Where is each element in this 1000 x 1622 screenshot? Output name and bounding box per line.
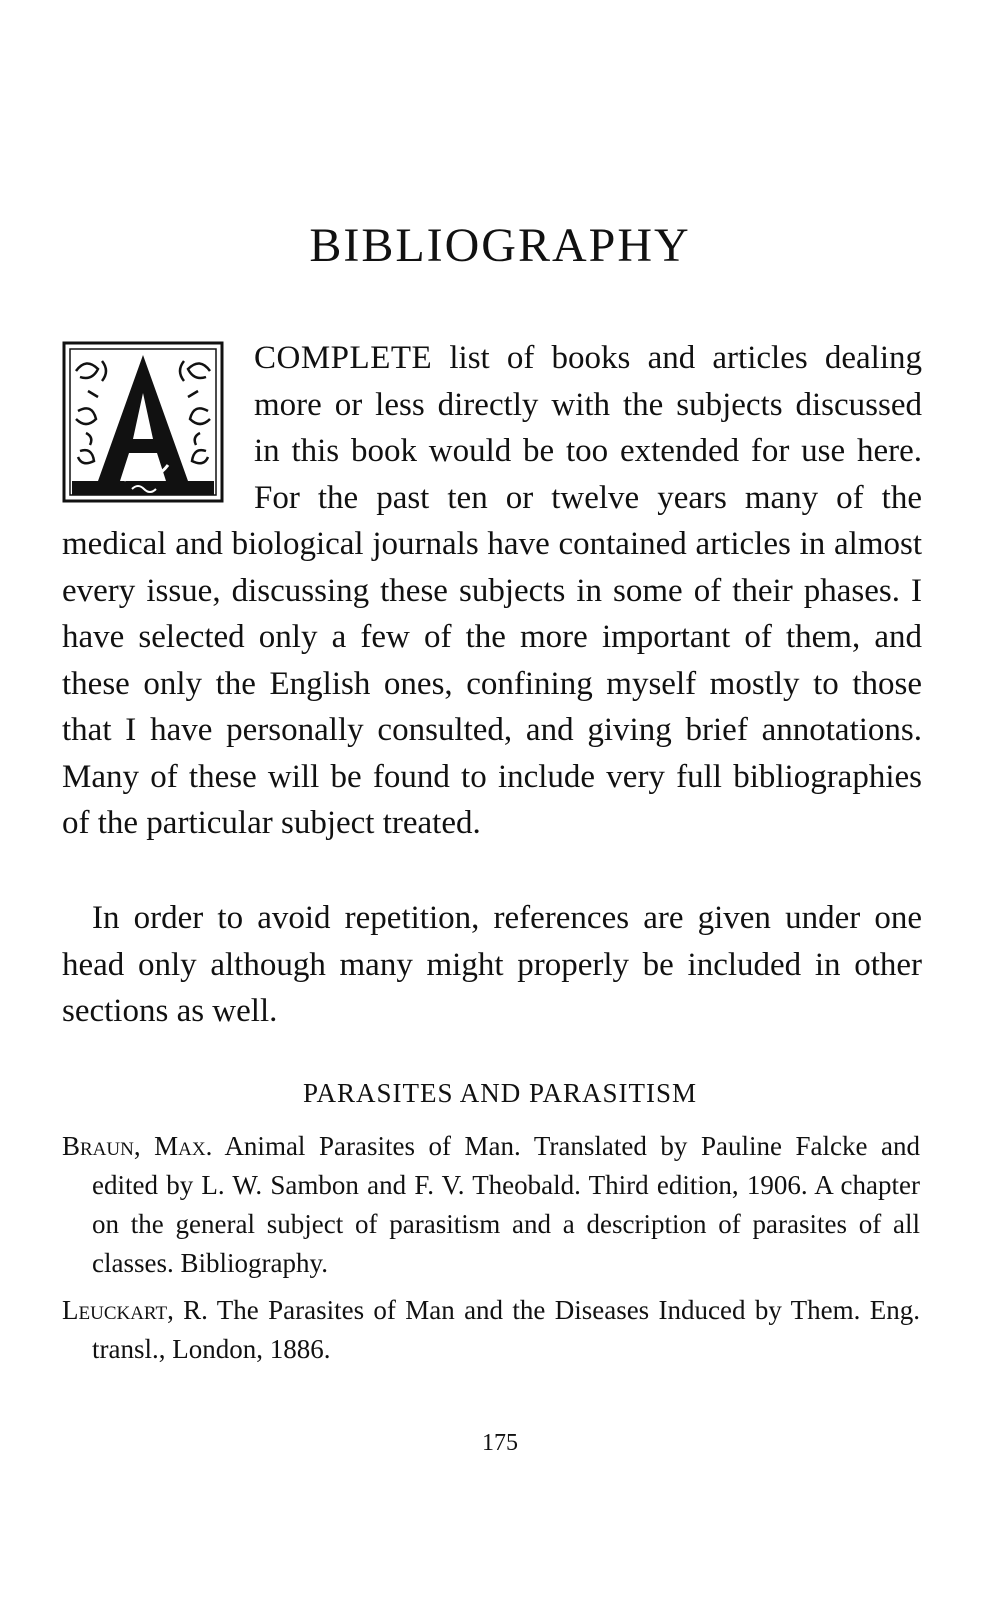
page-title: BIBLIOGRAPHY [309,219,691,272]
intro-first-word: COMPLETE [254,340,433,376]
intro-text: list of books and articles dealing more or less directly with the subjects discussed in this book would be too extended for use here. For the past ten or twelve years many of the medical and biological journals have contained articles in almost every issue, discussing these subjects in some of their phases. I have selected only a few of the more important of them, and these only the English ones, confining myself mostly to those that I have personally consulted, and giving brief annotations. Many of these will be found to include very full bibliographies of the particular subject treated. [62,340,922,841]
dropcap-ornament-icon [62,341,224,503]
entry-author: Leuckart, R. [62,1295,208,1325]
bibliography-entry [62,1291,920,1369]
bibliography-entry [62,1127,920,1283]
entry-text: Animal Parasites of Man. Translated by Pauline Falcke and edited by L. W. Sambon and F. V. Theobald. Third edition, 1906. A chapter on the general subject of parasitism and a description of parasites of all classes. Bibliography. [92,1131,921,1278]
intro-paragraph [62,335,922,847]
decorative-dropcap-a [62,341,224,503]
bibliography-entries [62,1127,920,1377]
second-paragraph: In order to avoid repetition, references are given under one head only although many might properly be included in other sections as well. [62,900,922,1029]
entry-text: The Parasites of Man and the Diseases Induced by Them. Eng. transl., London, 1886. [92,1295,920,1364]
entry-author: Braun, Max. [62,1131,213,1161]
section-heading: PARASITES AND PARASITISM [302,1078,698,1108]
page-number: 175 [482,1430,518,1456]
